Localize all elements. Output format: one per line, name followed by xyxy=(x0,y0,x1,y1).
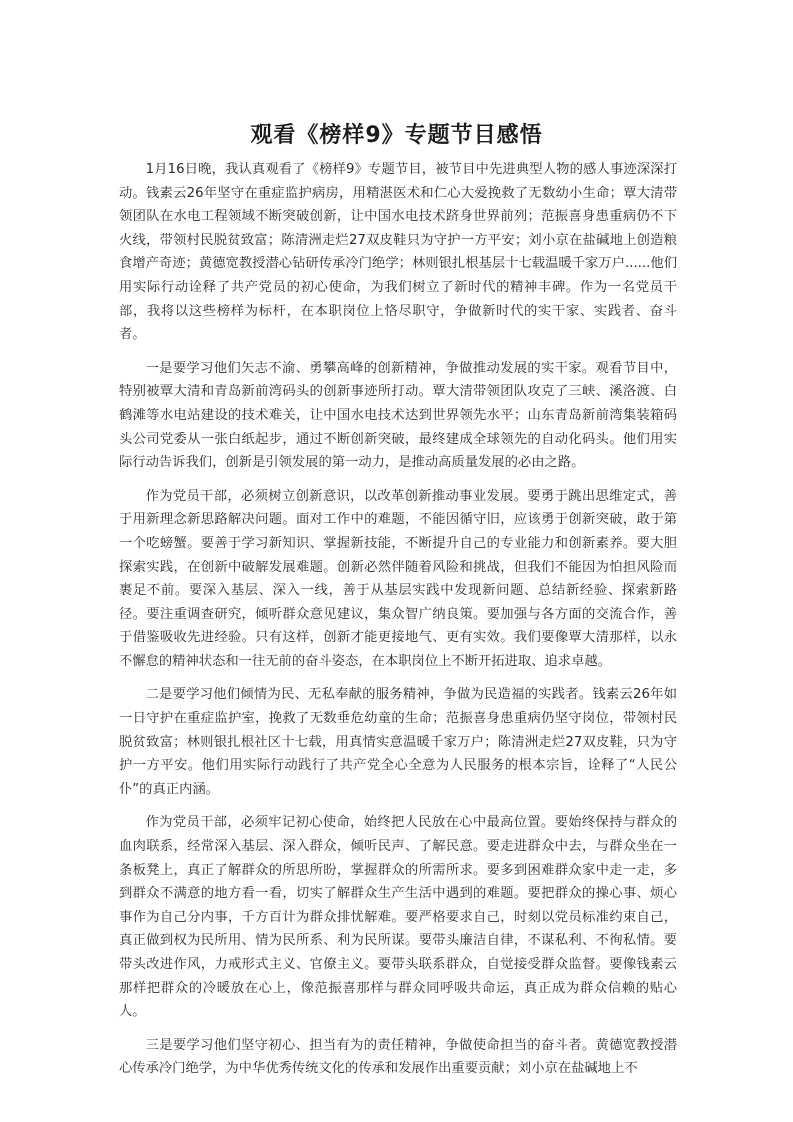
paragraph-point-one-reflection: 作为党员干部，必须树立创新意识，以改革创新推动事业发展。要勇于跳出思维定式，善于用新理念新思路解决问题。面对工作中的难题，不能因循守旧，应该勇于创新突破，敢于第一个吃螃蟹。要善于学习新知识、掌握新技能，不断提升自己的专业能力和创新素养。要大胆探索实践，在创新中破解发展难题。创新必然伴随着风险和挑战，但我们不能因为怕担风险而裹足不前。要深入基层、深入一线，善于从基层实践中发现新问题、总结新经验、探索新路径。要注重调查研究，倾听群众意见建议，集众智广纳良策。要加强与各方面的交流合作，善于借鉴吸收先进经验。只有这样，创新才能更接地气、更有实效。我们要像覃大清那样，以永不懈怠的精神状态和一往无前的奋斗姿态，在本职岗位上不断开拓进取、追求卓越。 xyxy=(119,488,677,669)
paragraph-point-two: 二是要学习他们倾情为民、无私奉献的服务精神，争做为民造福的实践者。钱素云26年如一日守护在重症监护室，挽救了无数垂危幼童的生命；范振喜身患重病仍坚守岗位，带领村民脱贫致富；林则银扎根社区十七载，用真情实意温暖千家万户；陈清洲走烂27双皮鞋，只为守护一方平安。他们用实际行动践行了共产党全心全意为人民服务的根本宗旨，诠释了“人民公仆”的真正内涵。 xyxy=(119,687,677,797)
paragraph-intro: 1月16日晚，我认真观看了《榜样9》专题节目，被节目中先进典型人物的感人事迹深深打动。钱素云26年坚守在重症监护病房，用精湛医术和仁心大爱挽救了无数幼小生命；覃大清带领团队在水电工程领域不断突破创新，让中国水电技术跻身世界前列；范振喜身患重病仍不下火线，带领村民脱贫致富；陈清洲走烂27双皮鞋只为守护一方平安；刘小京在盐碱地上创造粮食增产奇迹；黄德宽教授潜心钻研传承冷门绝学；林则银扎根基层十七载温暖千家万户......他们用实际行动诠释了共产党员的初心使命，为我们树立了新时代的精神丰碑。作为一名党员干部，我将以这些榜样为标杆，在本职岗位上恪尽职守，争做新时代的实干家、实践者、奋斗者。 xyxy=(119,162,677,343)
document-title: 观看《榜样9》专题节目感悟 xyxy=(250,123,543,148)
paragraph-point-one: 一是要学习他们矢志不渝、勇攀高峰的创新精神，争做推动发展的实干家。观看节目中，特别被覃大清和青岛新前湾码头的创新事迹所打动。覃大清带领团队攻克了三峡、溪洛渡、白鹤滩等水电站建设的技术难关，让中国水电技术达到世界领先水平；山东青岛新前湾集装箱码头公司党委从一张白纸起步，通过不断创新突破，最终建成全球领先的自动化码头。他们用实际行动告诉我们，创新是引领发展的第一动力，是推动高质量发展的必由之路。 xyxy=(119,360,677,471)
document-body xyxy=(119,158,677,1091)
paragraph-point-three: 三是要学习他们坚守初心、担当有为的责任精神，争做使命担当的奋斗者。黄德宽教授潜心传承冷门绝学，为中华优秀传统文化的传承和发展作出重要贡献；刘小京在盐碱地上不 xyxy=(119,1037,677,1077)
paragraph-point-two-reflection: 作为党员干部，必须牢记初心使命，始终把人民放在心中最高位置。要始终保持与群众的血肉联系，经常深入基层、深入群众，倾听民声、了解民意。要走进群众中去，与群众坐在一条板凳上，真正了解群众的所思所盼，掌握群众的所需所求。要多到困难群众家中走一走，多到群众不满意的地方看一看，切实了解群众生产生活中遇到的难题。要把群众的操心事、烦心事作为自己分内事，千方百计为群众排忧解难。要严格要求自己，时刻以党员标准约束自己，真正做到权为民所用、情为民所系、利为民所谋。要带头廉洁自律，不谋私利、不徇私情。要带头改进作风，力戒形式主义、官僚主义。要带头联系群众，自觉接受群众监督。要像钱素云那样把群众的冷暖放在心上，像范振喜那样与群众同呼吸共命运，真正成为群众信赖的贴心人。 xyxy=(119,815,677,1020)
